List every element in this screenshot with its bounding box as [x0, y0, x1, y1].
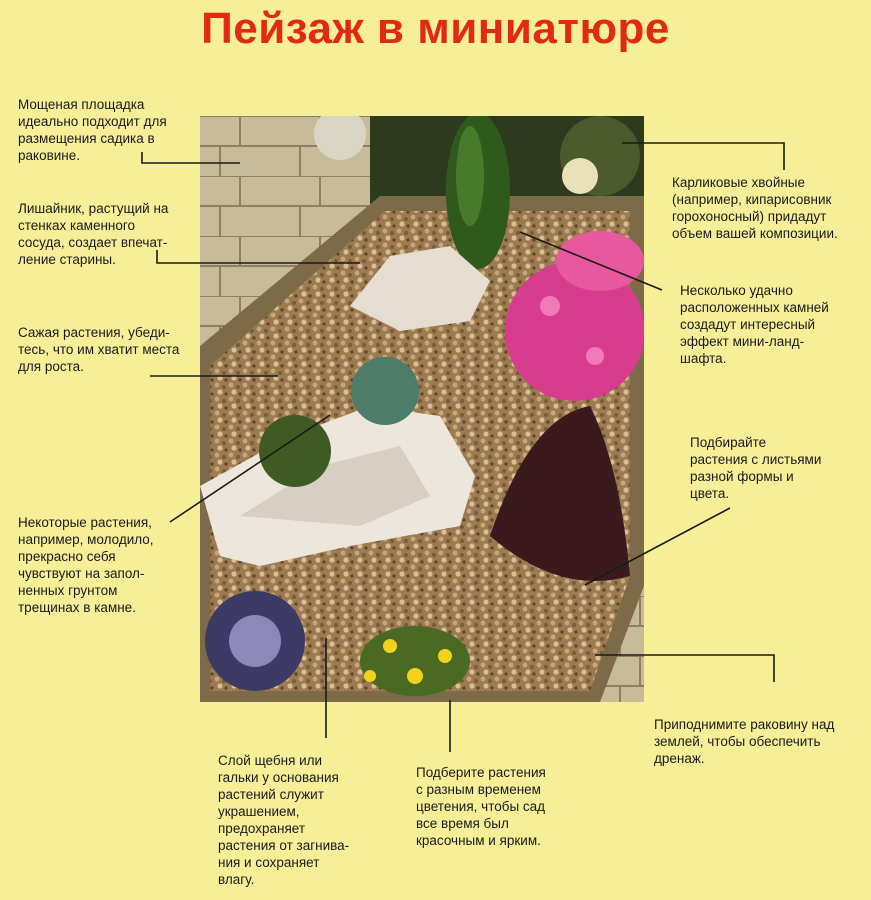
- rock-garden-photo: [200, 116, 644, 702]
- caption-planting: Сажая растения, убеди- тесь, что им хватит места для роста.: [18, 325, 180, 374]
- caption-gravel: Слой щебня или гальки у основания растений служит украшением, предохраняет растения от загнива- ния и сохраняет влагу.: [218, 753, 350, 887]
- page-title: Пейзаж в миниатюре: [201, 4, 670, 53]
- caption-leaves: Подбирайте растения с листьями разной формы и цвета.: [690, 435, 822, 501]
- caption-sempervivum: Некоторые растения, например, молодило, прекрасно себя чувствуют на запол- ненных грунтом трещинах в камне.: [18, 515, 154, 615]
- caption-lichen: Лишайник, растущий на стенках каменного сосуда, создает впечат- ление старины.: [18, 201, 169, 267]
- caption-conifers: Карликовые хвойные (например, кипарисовник горохоносный) придадут объем вашей композиции.: [672, 175, 838, 241]
- caption-bloom: Подберите растения с разным временем цветения, чтобы сад все время был красочным и ярким.: [416, 765, 546, 848]
- caption-stones: Несколько удачно расположенных камней создадут интересный эффект мини-ланд- шафта.: [680, 283, 829, 366]
- caption-paving: Мощеная площадка идеально подходит для размещения садика в раковине.: [18, 97, 167, 163]
- caption-raise: Приподнимите раковину над землей, чтобы обеспечить дренаж.: [654, 717, 835, 766]
